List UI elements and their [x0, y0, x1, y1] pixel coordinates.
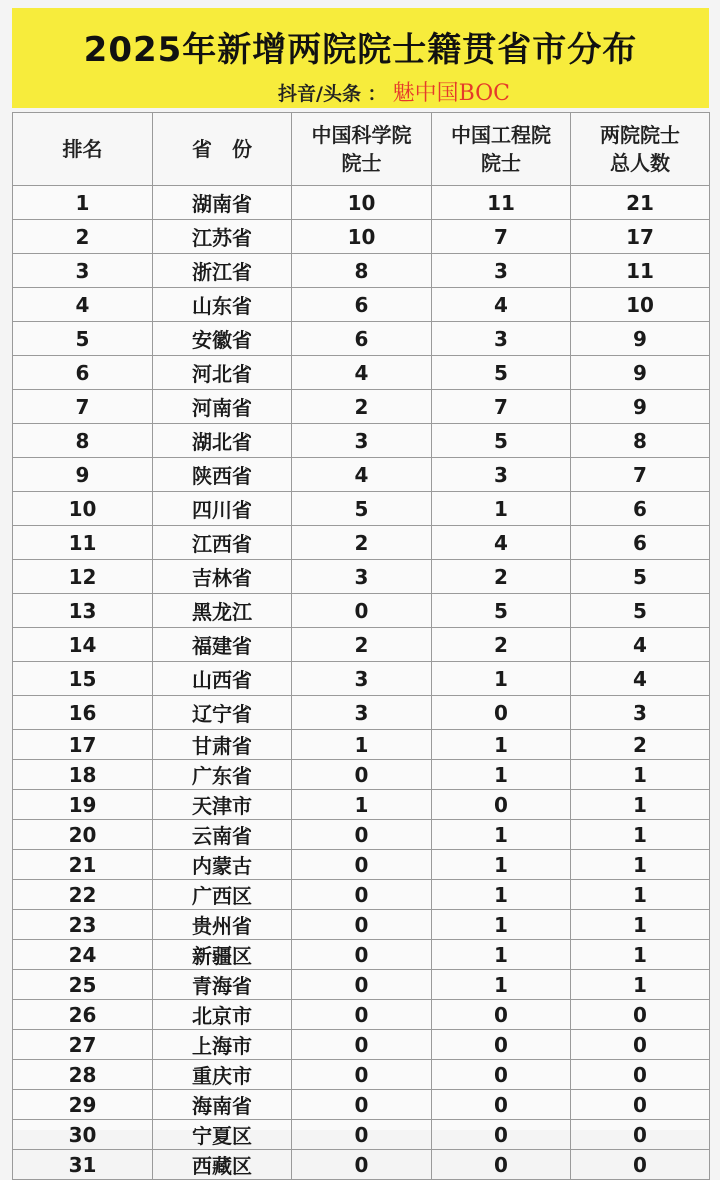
cell-rank: 4 — [13, 288, 153, 322]
cell-province: 重庆市 — [153, 1060, 292, 1090]
cell-cas: 0 — [292, 1060, 432, 1090]
cell-province: 四川省 — [153, 492, 292, 526]
cell-province: 山东省 — [153, 288, 292, 322]
cell-cae: 1 — [432, 970, 571, 1000]
cell-cae: 4 — [432, 288, 571, 322]
cell-cae: 7 — [432, 220, 571, 254]
table-row — [13, 730, 710, 760]
table-row — [13, 1060, 710, 1090]
cell-rank: 22 — [13, 880, 153, 910]
source-label: 抖音/头条 ： — [278, 83, 387, 105]
cell-rank: 21 — [13, 850, 153, 880]
cell-cae: 5 — [432, 594, 571, 628]
table-row — [13, 220, 710, 254]
cell-cas: 0 — [292, 1120, 432, 1150]
cell-cae: 2 — [432, 628, 571, 662]
cell-rank: 19 — [13, 790, 153, 820]
table-row — [13, 880, 710, 910]
table-row — [13, 492, 710, 526]
table-row — [13, 820, 710, 850]
cell-cas: 0 — [292, 760, 432, 790]
cell-total: 1 — [571, 850, 710, 880]
table-row — [13, 424, 710, 458]
cell-cae: 3 — [432, 322, 571, 356]
table-row — [13, 186, 710, 220]
header-total — [571, 113, 710, 186]
cell-cae: 0 — [432, 1150, 571, 1180]
header-cas — [292, 113, 432, 186]
table-row — [13, 594, 710, 628]
header-total-line1: 两院院士 — [600, 123, 680, 147]
header-cae-line1: 中国工程院 — [451, 123, 551, 147]
cell-total: 0 — [571, 1060, 710, 1090]
cell-cas: 5 — [292, 492, 432, 526]
cell-rank: 2 — [13, 220, 153, 254]
cell-cas: 2 — [292, 526, 432, 560]
cell-cae: 1 — [432, 820, 571, 850]
cell-cae: 1 — [432, 910, 571, 940]
cell-cae: 3 — [432, 254, 571, 288]
cell-cas: 3 — [292, 662, 432, 696]
cell-total: 1 — [571, 880, 710, 910]
cell-cae: 0 — [432, 1060, 571, 1090]
header-province: 省 份 — [153, 113, 292, 186]
cell-total: 1 — [571, 970, 710, 1000]
cell-rank: 7 — [13, 390, 153, 424]
cell-total: 9 — [571, 356, 710, 390]
cell-cas: 0 — [292, 850, 432, 880]
table-row — [13, 390, 710, 424]
cell-province: 甘肃省 — [153, 730, 292, 760]
cell-total: 0 — [571, 1030, 710, 1060]
table-row — [13, 288, 710, 322]
cell-cae: 0 — [432, 1030, 571, 1060]
cell-total: 4 — [571, 662, 710, 696]
cell-cas: 4 — [292, 458, 432, 492]
cell-total: 17 — [571, 220, 710, 254]
cell-rank: 9 — [13, 458, 153, 492]
cell-cas: 3 — [292, 696, 432, 730]
cell-rank: 25 — [13, 970, 153, 1000]
cell-total: 1 — [571, 790, 710, 820]
header-cae — [432, 113, 571, 186]
cell-rank: 15 — [13, 662, 153, 696]
cell-province: 辽宁省 — [153, 696, 292, 730]
cell-rank: 8 — [13, 424, 153, 458]
cell-total: 21 — [571, 186, 710, 220]
cell-cae: 0 — [432, 790, 571, 820]
table-row — [13, 560, 710, 594]
cell-cae: 1 — [432, 940, 571, 970]
cell-cas: 0 — [292, 970, 432, 1000]
cell-province: 江苏省 — [153, 220, 292, 254]
cell-total: 6 — [571, 526, 710, 560]
cell-cas: 1 — [292, 730, 432, 760]
cell-province: 河北省 — [153, 356, 292, 390]
cell-total: 0 — [571, 1150, 710, 1180]
cell-province: 安徽省 — [153, 322, 292, 356]
cell-cae: 0 — [432, 696, 571, 730]
cell-cas: 0 — [292, 940, 432, 970]
cell-cae: 2 — [432, 560, 571, 594]
cell-total: 0 — [571, 1090, 710, 1120]
cell-cas: 0 — [292, 820, 432, 850]
cell-rank: 29 — [13, 1090, 153, 1120]
cell-rank: 20 — [13, 820, 153, 850]
table-header-row — [13, 113, 710, 186]
header-cas-line2: 院士 — [341, 151, 382, 175]
cell-province: 陕西省 — [153, 458, 292, 492]
cell-province: 宁夏区 — [153, 1120, 292, 1150]
cell-province: 青海省 — [153, 970, 292, 1000]
cell-cae: 1 — [432, 880, 571, 910]
cell-province: 天津市 — [153, 790, 292, 820]
cell-cas: 6 — [292, 288, 432, 322]
cell-province: 河南省 — [153, 390, 292, 424]
table-row — [13, 790, 710, 820]
cell-rank: 17 — [13, 730, 153, 760]
cell-total: 2 — [571, 730, 710, 760]
cell-province: 湖北省 — [153, 424, 292, 458]
cell-province: 内蒙古 — [153, 850, 292, 880]
cell-cae: 1 — [432, 662, 571, 696]
cell-total: 0 — [571, 1000, 710, 1030]
cell-province: 海南省 — [153, 1090, 292, 1120]
cell-cae: 0 — [432, 1090, 571, 1120]
header-rank: 排名 — [13, 113, 153, 186]
cell-rank: 6 — [13, 356, 153, 390]
cell-total: 0 — [571, 1120, 710, 1150]
table-row — [13, 940, 710, 970]
cell-cas: 0 — [292, 1150, 432, 1180]
cell-province: 吉林省 — [153, 560, 292, 594]
source-brand: 魅中国BOC — [392, 81, 511, 106]
table-row — [13, 458, 710, 492]
cell-province: 西藏区 — [153, 1150, 292, 1180]
table-row — [13, 1000, 710, 1030]
title-banner — [12, 8, 709, 108]
cell-total: 9 — [571, 390, 710, 424]
cell-rank: 31 — [13, 1150, 153, 1180]
cell-province: 福建省 — [153, 628, 292, 662]
cell-total: 1 — [571, 820, 710, 850]
table-body — [13, 186, 710, 1180]
cell-rank: 5 — [13, 322, 153, 356]
cell-rank: 11 — [13, 526, 153, 560]
cell-province: 广东省 — [153, 760, 292, 790]
cell-total: 1 — [571, 910, 710, 940]
cell-total: 7 — [571, 458, 710, 492]
cell-cae: 7 — [432, 390, 571, 424]
cell-province: 山西省 — [153, 662, 292, 696]
cell-cas: 0 — [292, 1030, 432, 1060]
cell-rank: 24 — [13, 940, 153, 970]
table-row — [13, 662, 710, 696]
cell-cas: 3 — [292, 560, 432, 594]
cell-cas: 10 — [292, 186, 432, 220]
table-row — [13, 760, 710, 790]
cell-total: 11 — [571, 254, 710, 288]
table-row — [13, 1150, 710, 1180]
cell-province: 湖南省 — [153, 186, 292, 220]
cell-cas: 2 — [292, 390, 432, 424]
cell-province: 黑龙江 — [153, 594, 292, 628]
cell-cas: 4 — [292, 356, 432, 390]
cell-province: 云南省 — [153, 820, 292, 850]
source-credit — [278, 76, 510, 107]
table-row — [13, 696, 710, 730]
cell-cae: 0 — [432, 1000, 571, 1030]
cell-rank: 23 — [13, 910, 153, 940]
table-row — [13, 526, 710, 560]
cell-cas: 6 — [292, 322, 432, 356]
cell-cae: 1 — [432, 850, 571, 880]
cell-total: 10 — [571, 288, 710, 322]
table-row — [13, 910, 710, 940]
cell-cas: 10 — [292, 220, 432, 254]
cell-province: 广西区 — [153, 880, 292, 910]
cell-cae: 11 — [432, 186, 571, 220]
cell-rank: 12 — [13, 560, 153, 594]
cell-province: 上海市 — [153, 1030, 292, 1060]
table-row — [13, 1120, 710, 1150]
cell-province: 浙江省 — [153, 254, 292, 288]
cell-cae: 1 — [432, 760, 571, 790]
cell-cae: 5 — [432, 356, 571, 390]
cell-cas: 0 — [292, 1000, 432, 1030]
cell-cas: 0 — [292, 1090, 432, 1120]
cell-cas: 2 — [292, 628, 432, 662]
cell-total: 4 — [571, 628, 710, 662]
cell-total: 5 — [571, 560, 710, 594]
table-row — [13, 970, 710, 1000]
cell-rank: 28 — [13, 1060, 153, 1090]
cell-rank: 30 — [13, 1120, 153, 1150]
cell-rank: 16 — [13, 696, 153, 730]
cell-cae: 1 — [432, 492, 571, 526]
ranking-table-container — [12, 112, 709, 1178]
table-row — [13, 356, 710, 390]
cell-province: 新疆区 — [153, 940, 292, 970]
cell-cas: 1 — [292, 790, 432, 820]
cell-rank: 10 — [13, 492, 153, 526]
cell-cas: 0 — [292, 594, 432, 628]
cell-province: 贵州省 — [153, 910, 292, 940]
cell-total: 6 — [571, 492, 710, 526]
cell-cae: 0 — [432, 1120, 571, 1150]
cell-total: 1 — [571, 760, 710, 790]
cell-province: 北京市 — [153, 1000, 292, 1030]
header-cas-line1: 中国科学院 — [311, 123, 412, 147]
cell-total: 1 — [571, 940, 710, 970]
ranking-table — [12, 112, 710, 1180]
cell-rank: 18 — [13, 760, 153, 790]
header-cae-line2: 院士 — [481, 151, 521, 175]
cell-cas: 0 — [292, 910, 432, 940]
table-row — [13, 628, 710, 662]
cell-total: 5 — [571, 594, 710, 628]
page-title: 2025年新增两院院士籍贯省市分布 — [83, 30, 638, 70]
cell-total: 8 — [571, 424, 710, 458]
table-row — [13, 254, 710, 288]
cell-cae: 5 — [432, 424, 571, 458]
cell-total: 9 — [571, 322, 710, 356]
cell-rank: 3 — [13, 254, 153, 288]
table-row — [13, 1090, 710, 1120]
cell-rank: 14 — [13, 628, 153, 662]
table-row — [13, 1030, 710, 1060]
cell-cas: 8 — [292, 254, 432, 288]
cell-province: 江西省 — [153, 526, 292, 560]
cell-cas: 0 — [292, 880, 432, 910]
cell-cae: 3 — [432, 458, 571, 492]
cell-rank: 26 — [13, 1000, 153, 1030]
header-total-line2: 总人数 — [610, 151, 670, 175]
cell-cae: 4 — [432, 526, 571, 560]
cell-cas: 3 — [292, 424, 432, 458]
cell-rank: 27 — [13, 1030, 153, 1060]
cell-total: 3 — [571, 696, 710, 730]
cell-cae: 1 — [432, 730, 571, 760]
table-row — [13, 850, 710, 880]
cell-rank: 1 — [13, 186, 153, 220]
table-row — [13, 322, 710, 356]
cell-rank: 13 — [13, 594, 153, 628]
